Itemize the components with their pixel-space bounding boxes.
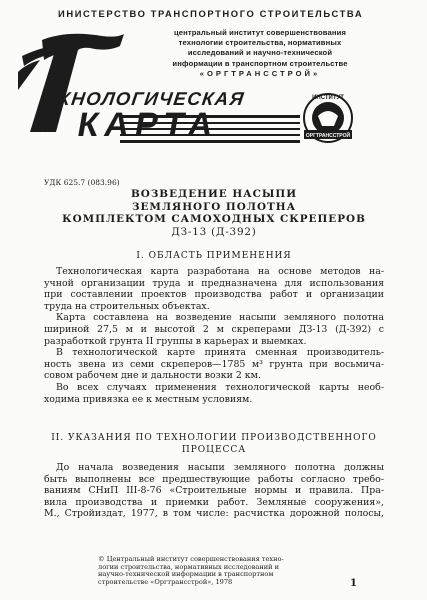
copyright-line: © Центральный институт совершенствования техно-: [98, 555, 284, 563]
institute-block: [160, 28, 360, 79]
text-line: Во всех случаях применения технологической карты необ-: [56, 381, 384, 393]
page-number: 1: [350, 578, 357, 589]
section-heading: II. УКАЗАНИЯ ПО ТЕХНОЛОГИИ ПРОИЗВОДСТВЕННОГО: [51, 433, 377, 443]
text-line: Карта составлена на возведение насыпи земляного полотна: [56, 312, 384, 324]
text-line: М., Стройиздат, 1977, в том числе: расчистка дорожной полосы,: [44, 508, 384, 520]
institute-line: исследований и научно-технической: [187, 48, 333, 58]
institute-line: технологии строительства, нормативных: [178, 38, 342, 48]
emblem-top-text: ИНСТИТУТ: [312, 95, 344, 101]
document-title: [44, 188, 384, 238]
copyright-line: научно-технической информации в транспортном: [98, 570, 274, 579]
text-line: В технологической карте принята сменная производитель-: [56, 347, 384, 359]
title-line: ВОЗВЕДЕНИЕ НАСЫПИ: [130, 188, 298, 200]
text-line: труда на строительных объектах.: [44, 300, 210, 312]
text-line: быть выполнены все предшествующие работы согласно требо-: [44, 473, 384, 485]
emblem-bottom-text: ОРГТРАНССТРОЙ: [305, 133, 351, 139]
copyright-block: [98, 556, 388, 586]
text-line: шириной 27,5 м и высотой 2 м скреперами ДЗ-13 (Д-392) с: [44, 323, 384, 335]
udk-code: УДК 625.7 (083.96): [44, 178, 120, 187]
section-heading: I. ОБЛАСТЬ ПРИМЕНЕНИЯ: [136, 251, 292, 261]
institute-org: «ОРГТРАНССТРОЙ»: [199, 68, 321, 78]
institute-line: центральный институт совершенствования: [173, 28, 347, 37]
title-code: ДЗ-13 (Д-392): [171, 225, 257, 238]
text-line: разработкой грунта II группы в карьерах и выемках.: [44, 335, 307, 347]
copyright-line: логии строительства, нормативных исследований и: [98, 562, 280, 571]
copyright-line: строительстве «Оргтрансстрой», 1978: [98, 577, 233, 586]
text-line: ваниям СНиП III-8-76 «Строительные нормы и правила. Пра-: [44, 485, 384, 497]
paragraph: [44, 462, 384, 520]
text-line: совом рабочем дне и дальности возки 2 км.: [44, 370, 261, 382]
logo-word-top: ЕХНОЛОГИЧЕСКАЯ: [42, 88, 247, 109]
text-line: ходима привязка ее к местным условиям.: [44, 393, 253, 405]
text-line: Технологическая карта разработана на основе методов на-: [56, 266, 384, 277]
text-line: вила производства и приемки работ. Земляные сооружения»,: [44, 496, 384, 508]
text-line: учной организации труда и предназначена для использования: [44, 277, 384, 289]
ministry-header: ИНИСТЕРСТВО ТРАНСПОРТНОГО СТРОИТЕЛЬСТВА: [58, 8, 364, 19]
institute-line: информации в транспортном строительстве: [172, 58, 348, 68]
title-line: ЗЕМЛЯНОГО ПОЛОТНА: [131, 200, 297, 213]
title-line: КОМПЛЕКТОМ САМОХОДНЫХ СКРЕПЕРОВ: [62, 213, 366, 226]
paragraph: [44, 266, 384, 405]
text-line: До начала возведения насыпи земляного полотна должны: [56, 462, 384, 473]
institute-emblem-icon: [300, 86, 356, 150]
section-heading-cont: ПРОЦЕССА: [181, 445, 247, 455]
text-line: при составлении проектов производства работ и организации: [44, 289, 384, 301]
text-line: ность звена из семи скреперов—1785 м³ грунта при восьмича-: [44, 358, 384, 370]
logo-word-main: КАРТА: [74, 106, 223, 144]
